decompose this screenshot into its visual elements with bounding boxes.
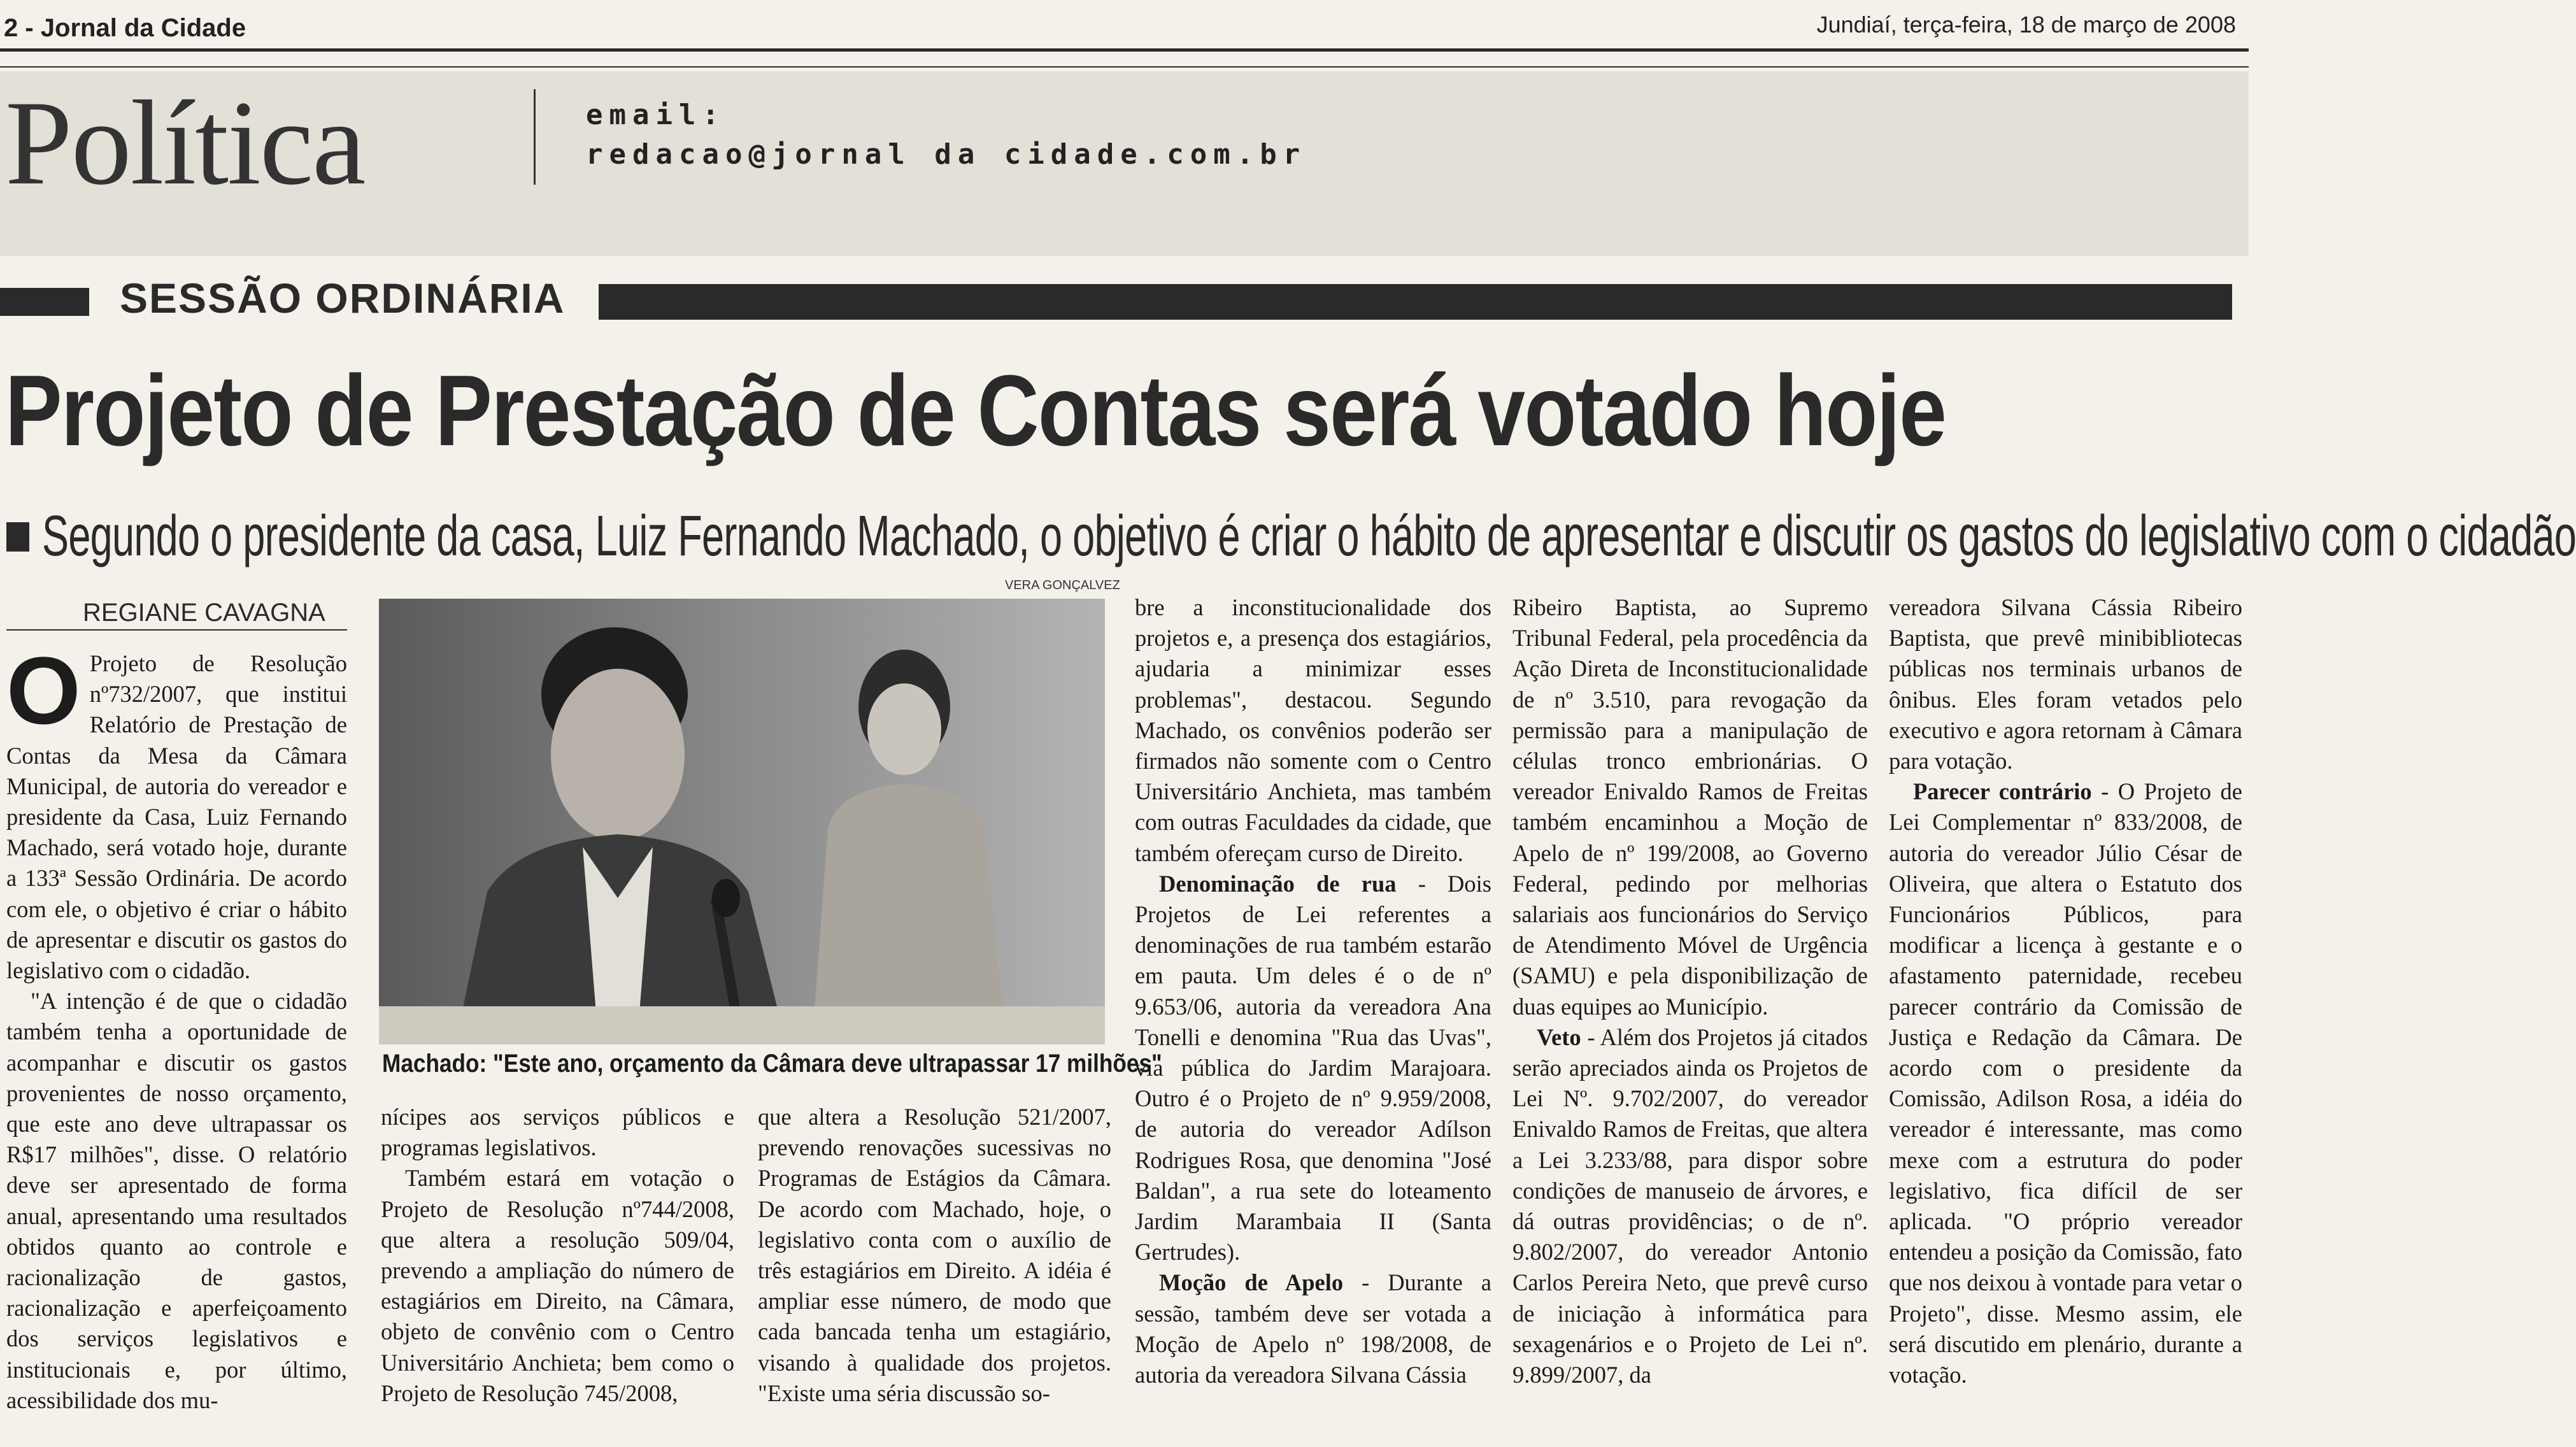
paragraph: Parecer contrário - O Projeto de Lei Complementar nº 833/2008, de autoria do vereador Júlio César de Oliveira, que altera o Estatuto dos Funcionários Públicos, para modificar a licença à gestante e o afastamento paternidade, recebeu parecer contrário da Comissão de Justiça e Redação da Câmara. De acordo com o presidente da Comissão, Adilson Rosa, a idéia do vereador é interessante, mas como mexe com a estrutura do poder legislativo, fica difícil de ser aplicada. "O próprio vereador entendeu a posição da Comissão, fato que nos deixou à vontade para vetar o Projeto", disse. Mesmo assim, ele será discutido em plenário, durante a votação.: [1889, 778, 2242, 1388]
byline-rule: [6, 629, 347, 631]
paragraph: nícipes aos serviços públicos e programas legislativos.: [381, 1104, 734, 1161]
kicker: SESSÃO ORDINÁRIA: [120, 274, 566, 322]
section-title: Política: [5, 76, 365, 210]
article-column-2: [381, 1102, 734, 1446]
paragraph: Veto - Além dos Projetos já citados serão apreciados ainda os Projetos de Lei Nº. 9.702/2007, do vereador Enivaldo Ramos de Freitas, que altera a Lei 3.233/88, para dispor sobre condições de manuseio de árvores, e dá outras providências; o de nº. 9.802/2007, do vereador Antonio Carlos Pereira Neto, que prevê curso de iniciação à informática para sexagenários e o Projeto de Lei nº. 9.899/2007, da: [1512, 1023, 1868, 1388]
email-address: redacao@jornal da cidade.com.br: [586, 138, 1307, 171]
header-rule-thin: [0, 66, 2249, 68]
byline: REGIANE CAVAGNA: [83, 599, 325, 627]
paragraph: Moção de Apelo - Durante a sessão, também deve ser votada a Moção de Apelo nº 198/2008, de autoria da vereadora Silvana Cássia: [1135, 1269, 1491, 1388]
photo-illustration: [379, 599, 1105, 1044]
kicker-block: [0, 288, 89, 316]
subsection-lead: Veto: [1537, 1023, 1581, 1050]
article-column-5: [1512, 592, 1868, 1446]
kicker-bar: [599, 284, 2232, 320]
article-column-4: [1135, 592, 1491, 1446]
dateline: Jundiaí, terça-feira, 18 de março de 2008: [1816, 11, 2236, 38]
article-column-6: [1889, 592, 2242, 1446]
photo-credit: VERA GONÇALVEZ: [1005, 578, 1120, 592]
paragraph: Ribeiro Baptista, ao Supremo Tribunal Federal, pela procedência da Ação Direta de Inconstitucionalidade de nº 3.510, para revogação da permissão para a manipulação de células tronco embrionárias. O vereador Enivaldo Ramos de Freitas também encaminhou a Moção de Apelo de nº 199/2008, ao Governo Federal, pedindo por melhorias salariais aos funcionários do Serviço de Atendimento Móvel de Urgência (SAMU) e pela disponibilização de duas equipes ao Município.: [1512, 594, 1868, 1020]
paragraph: Denominação de rua - Dois Projetos de Lei referentes a denominações de rua também estarão em pauta. Um deles é o de nº 9.653/06, autoria da vereadora Ana Tonelli e denomina "Rua das Uvas", via pública do Jardim Marajoara. Outro é o Projeto de nº 9.959/2008, de autoria do vereador Adílson Rodrigues Rosa, que denomina "José Baldan", a rua sete do loteamento Jardim Marambaia II (Santa Gertrudes).: [1135, 870, 1492, 1265]
email-block: [586, 96, 1306, 175]
header-rule: [0, 48, 2249, 52]
drop-cap: O: [6, 637, 81, 744]
subsection-lead: Moção de Apelo: [1159, 1269, 1344, 1296]
paragraph: que altera a Resolução 521/2007, prevendo renovações sucessivas no Programas de Estágios da Câmara. De acordo com Machado, hoje, o legislativo conta com o auxílio de três estagiários em Direito. A idéia é ampliar esse número, de modo que cada bancada tenha um estagiário, visando à qualidade dos projetos. "Existe uma séria discussão so-: [758, 1104, 1111, 1406]
article-photo: [379, 599, 1105, 1044]
paragraph: bre a inconstitucionalidade dos projetos e, a presença dos estagiários, ajudaria a minimizar esses problemas", destacou. Segundo Machado, os convênios poderão ser firmados não somente com o Centro Universitário Anchieta, mas também com outras Faculdades da cidade, que também ofereçam curso de Direito.: [1135, 594, 1491, 866]
photo-caption: Machado: "Este ano, orçamento da Câmara deve ultrapassar 17 milhões": [382, 1050, 1162, 1078]
article-column-3: [758, 1102, 1111, 1446]
paragraph: "A intenção é de que o cidadão também tenha a oportunidade de acompanhar e discutir os gastos provenientes de nosso orçamento, que este ano deve ultrapassar os R$17 milhões", disse. O relatório deve ser apresentado de forma anual, apresentando uma resultados obtidos quanto ao controle e racionalização de gastos, racionalização e aperfeiçoamento dos serviços legislativos e institucionais e, por último, acessibilidade dos mu-: [6, 988, 347, 1413]
paragraph: Também estará em votação o Projeto de Resolução nº744/2008, que altera a resolução 509/04, prevendo a ampliação do número de estagiários em Direito, na Câmara, objeto de convênio com o Centro Universitário Anchieta; bem como o Projeto de Resolução 745/2008,: [381, 1165, 734, 1406]
paragraph: vereadora Silvana Cássia Ribeiro Baptista, que prevê minibibliotecas públicas nos terminais urbanos de ônibus. Eles foram vetados pelo executivo e agora retornam à Câmara para votação.: [1889, 594, 2242, 774]
email-label: email:: [586, 99, 725, 131]
subsection-lead: Denominação de rua: [1159, 870, 1397, 897]
page-number: 2 - Jornal da Cidade: [4, 14, 246, 42]
subhead: Segundo o presidente da casa, Luiz Fernando Machado, o objetivo é criar o hábito de apresentar e discutir os gastos do legislativo com o cidadão: [42, 504, 2576, 568]
article-column-1: [6, 637, 347, 1444]
headline: Projeto de Prestação de Contas será votado hoje: [5, 355, 1946, 467]
subhead-bullet: [6, 522, 29, 552]
section-divider: [534, 89, 536, 185]
paragraph: O Projeto de Resolução nº732/2007, que institui Relatório de Prestação de Contas da Mesa da Câmara Municipal, de autoria do vereador e presidente da Casa, Luiz Fernando Machado, será votado hoje, durante a 133ª Sessão Ordinária. De acordo com ele, o objetivo é criar o hábito de apresentar e discutir os gastos do legislativo com o cidadão.: [6, 637, 347, 984]
subsection-lead: Parecer contrário: [1913, 778, 2092, 805]
